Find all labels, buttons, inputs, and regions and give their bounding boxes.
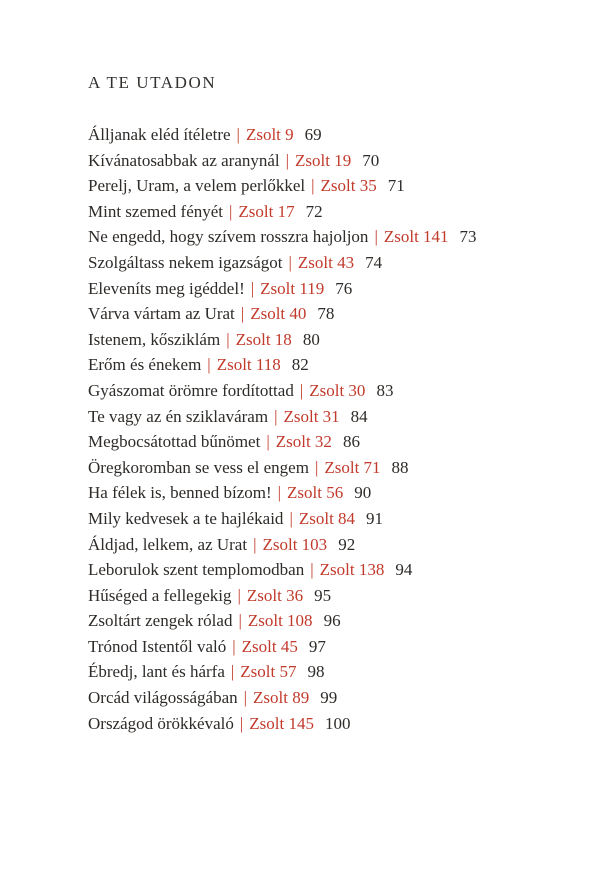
entry-title: Erőm és énekem: [88, 355, 202, 375]
toc-entry: [88, 173, 560, 199]
entry-title: Áldjad, lelkem, az Urat: [88, 534, 248, 554]
toc-entry: [88, 659, 560, 685]
toc-entry: [88, 506, 560, 532]
section-title: A TE UTADON: [88, 73, 217, 92]
separator: |: [266, 432, 270, 452]
page-number: 78: [317, 304, 335, 324]
entry-title: Mint szemed fényét: [88, 201, 224, 221]
separator: |: [237, 585, 241, 605]
toc-entry: [88, 557, 560, 583]
page-number: 100: [324, 713, 351, 733]
entry-title: Megbocsátottad bűnömet: [88, 432, 261, 452]
entry-title: Zsoltárt zengek rólad: [88, 611, 233, 631]
psalm-reference: Zsolt 141: [383, 227, 449, 247]
psalm-reference: Zsolt 36: [246, 585, 304, 605]
toc-list: [88, 122, 560, 736]
psalm-reference: Zsolt 119: [260, 278, 325, 298]
page-number: 95: [314, 585, 332, 605]
entry-title: Várva vártam az Urat: [88, 304, 235, 324]
toc-entry: [88, 685, 560, 711]
entry-title: Ha félek is, benned bízom!: [88, 483, 272, 503]
page-number: 92: [338, 534, 356, 554]
entry-title: Ébredj, lant és hárfa: [88, 662, 225, 682]
psalm-reference: Zsolt 108: [247, 611, 313, 631]
psalm-reference: Zsolt 17: [238, 201, 295, 221]
psalm-reference: Zsolt 89: [253, 688, 310, 708]
psalm-reference: Zsolt 43: [297, 252, 355, 272]
page-number: 70: [362, 150, 380, 170]
psalm-reference: Zsolt 31: [283, 406, 340, 426]
entry-title: Öregkoromban se vess el engem: [88, 457, 309, 477]
separator: |: [239, 713, 244, 733]
separator: |: [243, 688, 248, 708]
separator: |: [238, 611, 242, 631]
entry-title: Mily kedvesek a te hajlékaid: [88, 508, 284, 528]
separator: |: [207, 355, 211, 375]
toc-entry: [88, 455, 560, 481]
separator: |: [314, 457, 319, 477]
psalm-reference: Zsolt 57: [240, 662, 297, 682]
entry-title: Leborulok szent templomodban: [88, 560, 305, 580]
separator: |: [236, 125, 240, 144]
page-number: 73: [459, 227, 477, 247]
entry-title: Kívánatosabbak az aranynál: [88, 150, 280, 170]
page-number: 82: [291, 355, 309, 375]
psalm-reference: Zsolt 19: [295, 150, 352, 170]
separator: |: [277, 483, 282, 503]
entry-title: Te vagy az én sziklaváram: [88, 406, 269, 426]
toc-entry: [88, 276, 560, 302]
toc-entry: [88, 301, 560, 327]
toc-entry: [88, 199, 560, 225]
entry-title: Hűséged a fellegekig: [88, 585, 232, 605]
psalm-reference: Zsolt 84: [298, 508, 356, 528]
page-number: 86: [342, 432, 360, 452]
entry-title: Trónod Istentől való: [88, 636, 227, 656]
separator: |: [274, 406, 278, 426]
toc-entry: [88, 634, 560, 660]
psalm-reference: Zsolt 103: [262, 534, 328, 554]
separator: |: [374, 227, 378, 247]
separator: |: [288, 252, 292, 272]
toc-entry: [88, 148, 560, 174]
toc-entry: [88, 711, 560, 737]
page-number: 71: [387, 176, 405, 196]
separator: |: [285, 150, 290, 170]
entry-title: Eleveníts meg igéddel!: [88, 278, 245, 298]
separator: |: [226, 329, 230, 349]
toc-entry: [88, 224, 560, 250]
psalm-reference: Zsolt 45: [241, 636, 298, 656]
page-number: 99: [320, 688, 338, 708]
toc-entry: [88, 122, 560, 148]
separator: |: [310, 560, 314, 580]
separator: |: [240, 304, 245, 324]
toc-entry: [88, 532, 560, 558]
psalm-reference: Zsolt 40: [250, 304, 307, 324]
page-number: 80: [302, 329, 320, 349]
psalm-reference: Zsolt 71: [324, 457, 381, 477]
psalm-reference: Zsolt 18: [235, 329, 292, 349]
toc-entry: [88, 352, 560, 378]
psalm-reference: Zsolt 56: [287, 483, 344, 503]
psalm-reference: Zsolt 118: [216, 355, 281, 375]
toc-entry: [88, 480, 560, 506]
page-number: 72: [305, 201, 323, 221]
psalm-reference: Zsolt 9: [245, 125, 294, 144]
page-number: 84: [350, 406, 368, 426]
entry-title: Gyászomat örömre fordítottad: [88, 380, 294, 400]
page-number: 94: [395, 560, 413, 580]
psalm-reference: Zsolt 30: [309, 380, 366, 400]
page-number: 90: [354, 483, 372, 503]
psalm-reference: Zsolt 138: [319, 560, 385, 580]
toc-entry: [88, 583, 560, 609]
entry-title: Istenem, kősziklám: [88, 329, 221, 349]
separator: |: [250, 278, 255, 298]
toc-entry: [88, 429, 560, 455]
page-number: 97: [308, 636, 326, 656]
toc-entry: [88, 327, 560, 353]
entry-title: Perelj, Uram, a velem perlőkkel: [88, 176, 306, 196]
entry-title: Álljanak eléd ítéletre: [88, 125, 231, 144]
psalm-reference: Zsolt 32: [275, 432, 332, 452]
page-number: 98: [307, 662, 325, 682]
separator: |: [253, 534, 257, 554]
separator: |: [229, 201, 233, 221]
page-number: 88: [391, 457, 409, 477]
page-number: 96: [323, 611, 341, 631]
page-number: 83: [376, 380, 394, 400]
separator: |: [299, 380, 304, 400]
page-number: 91: [366, 508, 384, 528]
toc-entry: [88, 250, 560, 276]
psalm-reference: Zsolt 145: [249, 713, 314, 733]
separator: |: [311, 176, 315, 196]
toc-entry: [88, 608, 560, 634]
page-number: 69: [304, 125, 322, 144]
entry-title: Ne engedd, hogy szívem rosszra hajoljon: [88, 227, 369, 247]
separator: |: [289, 508, 293, 528]
toc-entry: [88, 404, 560, 430]
psalm-reference: Zsolt 35: [320, 176, 377, 196]
entry-title: Orcád világosságában: [88, 688, 238, 708]
entry-title: Szolgáltass nekem igazságot: [88, 252, 283, 272]
entry-title: Országod örökkévaló: [88, 713, 234, 733]
page-number: 76: [335, 278, 353, 298]
separator: |: [232, 636, 236, 656]
page-number: 74: [365, 252, 383, 272]
toc-entry: [88, 378, 560, 404]
separator: |: [230, 662, 235, 682]
